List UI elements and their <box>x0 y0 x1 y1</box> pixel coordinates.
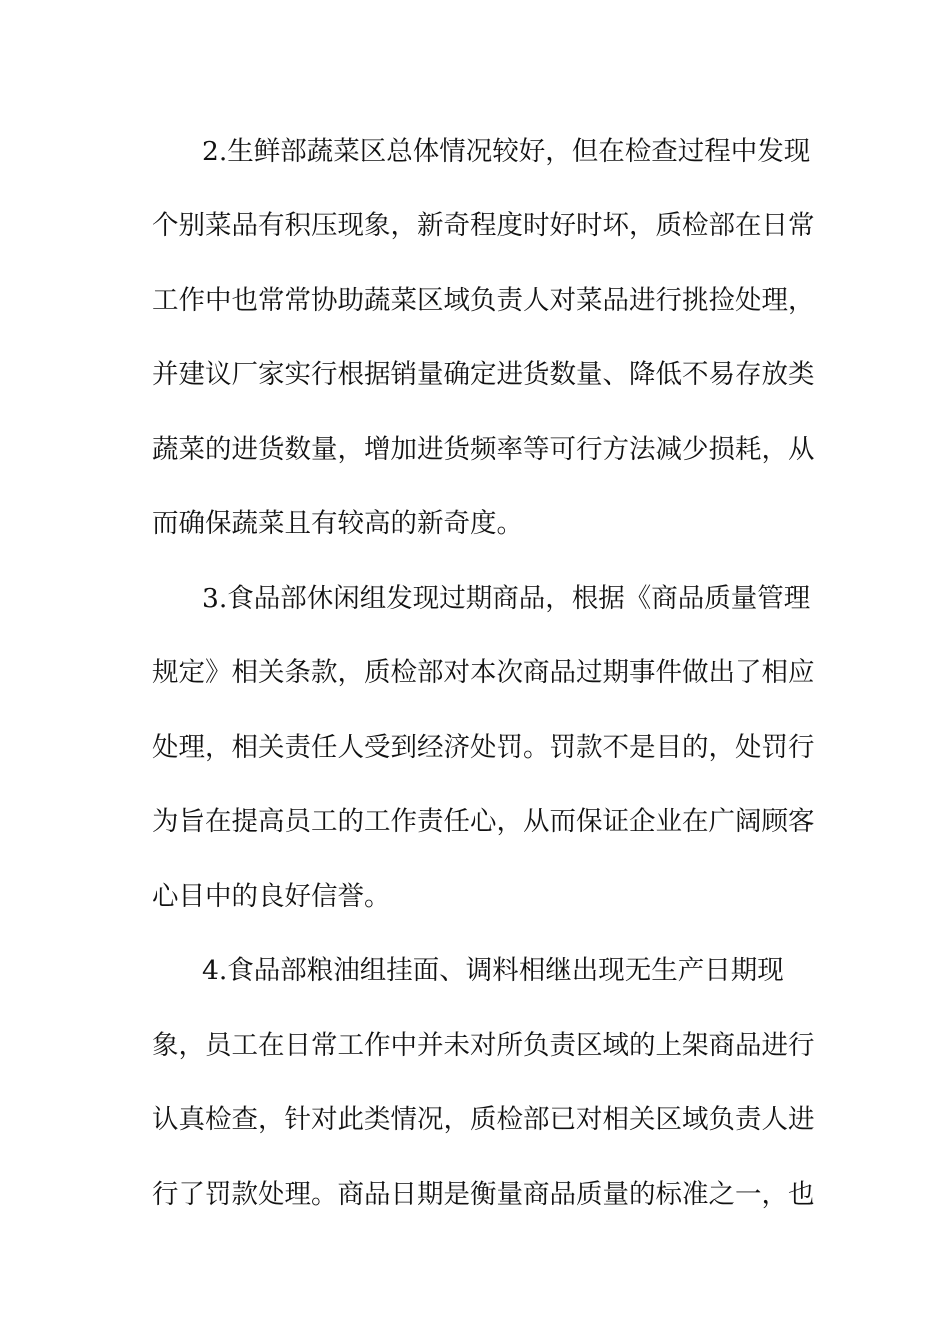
paragraph-3-line-1: 3.食品部休闲组发现过期商品，根据《商品质量管理 <box>202 583 811 614</box>
paragraph-4-line-1: 4.食品部粮油组挂面、调料相继出现无生产日期现 <box>202 955 784 986</box>
paragraph-4-line-4: 行了罚款处理。商品日期是衡量商品质量的标准之一，也 <box>152 1179 815 1210</box>
paragraph-4-line-2: 象，员工在日常工作中并未对所负责区域的上架商品进行 <box>152 1030 815 1061</box>
paragraph-2-line-5: 蔬菜的进货数量，增加进货频率等可行方法减少损耗，从 <box>152 434 815 465</box>
paragraph-2-line-6: 而确保蔬菜且有较高的新奇度。 <box>152 508 523 539</box>
paragraph-3-line-4: 为旨在提高员工的工作责任心，从而保证企业在广阔顾客 <box>152 806 815 837</box>
paragraph-2-line-3: 工作中也常常协助蔬菜区域负责人对菜品进行挑捡处理， <box>152 285 815 316</box>
paragraph-2-line-1: 2.生鲜部蔬菜区总体情况较好，但在检查过程中发现 <box>202 136 811 167</box>
paragraph-2-line-2: 个别菜品有积压现象，新奇程度时好时坏，质检部在日常 <box>152 210 815 241</box>
paragraph-3-line-5: 心目中的良好信誉。 <box>152 881 391 912</box>
paragraph-3-line-2: 规定》相关条款，质检部对本次商品过期事件做出了相应 <box>152 657 815 688</box>
paragraph-3-line-3: 处理，相关责任人受到经济处罚。罚款不是目的，处罚行 <box>152 732 815 763</box>
paragraph-2-line-4: 并建议厂家实行根据销量确定进货数量、降低不易存放类 <box>152 359 815 390</box>
paragraph-4-line-3: 认真检查，针对此类情况，质检部已对相关区域负责人进 <box>152 1104 815 1135</box>
